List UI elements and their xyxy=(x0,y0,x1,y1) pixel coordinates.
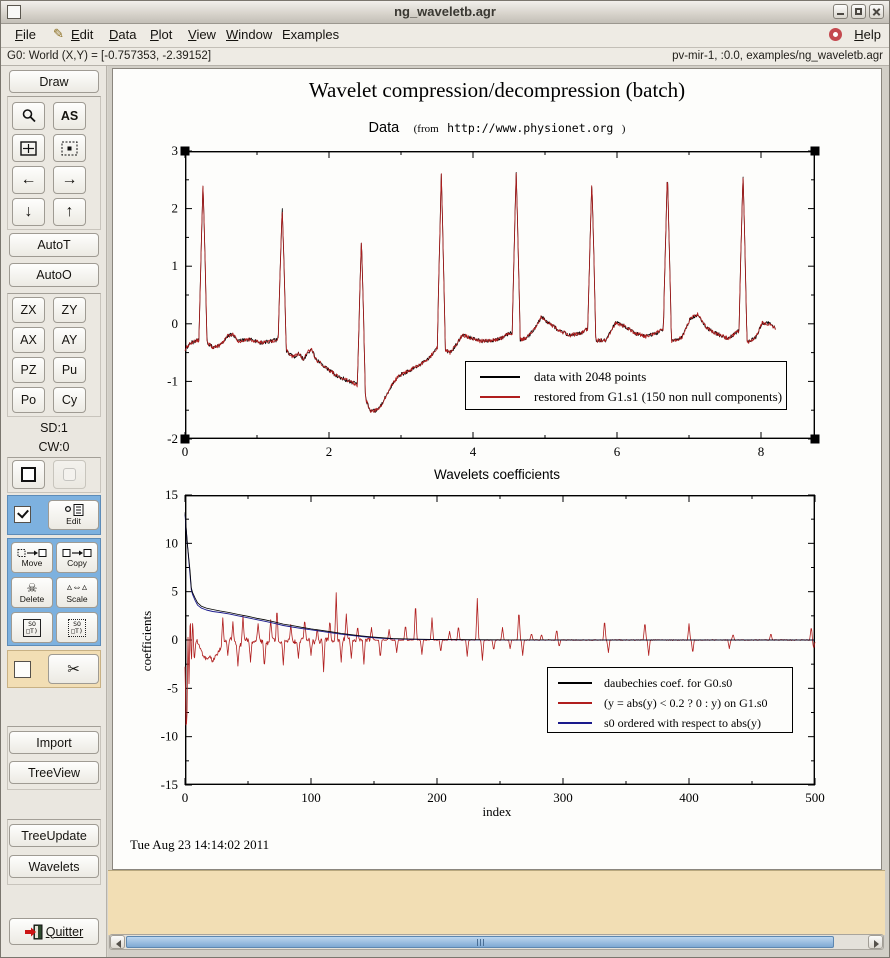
skull-icon: ☠ xyxy=(26,580,38,595)
frame-tool-button-disabled xyxy=(53,460,86,489)
scale-icon: ▵⇔▵ xyxy=(66,581,88,593)
horizontal-scrollbar[interactable] xyxy=(109,934,884,950)
status-file-path: pv-mir-1, :0.0, examples/ng_waveletb.agr xyxy=(672,50,883,62)
wavelets-button[interactable]: Wavelets xyxy=(9,855,99,878)
plot1-subtitle xyxy=(113,119,881,137)
svg-text:500: 500 xyxy=(805,790,825,805)
legend-item: restored from G1.s1 (150 non null components) xyxy=(466,387,786,407)
frame-tool-button[interactable] xyxy=(12,460,45,489)
object-props-solid-button[interactable] xyxy=(11,612,53,643)
menu-examples[interactable]: Examples xyxy=(282,27,340,42)
maximize-button[interactable] xyxy=(851,4,866,19)
svg-text:3: 3 xyxy=(171,143,178,158)
exit-door-icon xyxy=(25,924,43,940)
svg-text:-1: -1 xyxy=(167,373,178,389)
expand-tool-button[interactable] xyxy=(12,134,45,162)
menu-view[interactable]: View xyxy=(188,27,216,42)
series-line-swatch xyxy=(558,682,592,684)
svg-text:-5: -5 xyxy=(167,680,178,696)
svg-text:-10: -10 xyxy=(160,728,178,744)
svg-text:300: 300 xyxy=(553,790,573,805)
shrink-icon xyxy=(61,141,78,156)
svg-text:400: 400 xyxy=(679,790,699,805)
pan-left-button[interactable] xyxy=(12,166,45,194)
series-line-swatch xyxy=(480,396,520,398)
canvas-background-strip xyxy=(108,870,885,935)
svg-text:0: 0 xyxy=(171,315,178,331)
page-title: Wavelet compression/decompression (batch) xyxy=(308,78,686,102)
svg-text:8: 8 xyxy=(757,444,765,459)
svg-text:2: 2 xyxy=(325,444,333,459)
svg-text:15: 15 xyxy=(165,487,178,502)
scissors-icon: ✂ xyxy=(67,661,80,678)
timestamp: Tue Aug 23 14:14:02 2011 xyxy=(130,837,270,852)
svg-text:0: 0 xyxy=(181,790,189,805)
tool-sidebar xyxy=(1,66,107,957)
ax-button[interactable]: AX xyxy=(12,327,45,353)
menu-file[interactable]: File xyxy=(15,27,36,42)
menu-window[interactable]: Window xyxy=(226,27,273,42)
draw-button[interactable]: Draw xyxy=(9,70,99,93)
menu-data[interactable]: Data xyxy=(109,27,137,42)
help-icon xyxy=(829,28,842,41)
move-icon xyxy=(17,548,47,558)
plot1-title-note-close: ) xyxy=(621,123,626,135)
plot1-title-url: http://www.physionet.org xyxy=(447,121,614,135)
status-coordinates: G0: World (X,Y) = [-0.757353, -2.39152] xyxy=(7,50,212,62)
arrow-right-icon: → xyxy=(61,171,78,188)
svg-text:0: 0 xyxy=(181,444,189,459)
edit-button[interactable]: Edit xyxy=(48,500,99,530)
stack-depth-label: SD:1 xyxy=(40,421,68,435)
object-props-dotted-icon: SO □T) xyxy=(68,619,86,637)
plot1-title-note: (from xyxy=(413,123,439,135)
close-button[interactable] xyxy=(869,4,884,19)
status-bar xyxy=(1,48,889,66)
treeview-button[interactable]: TreeView xyxy=(9,761,99,784)
menu-help[interactable]: Help xyxy=(854,27,881,42)
arrow-up-icon: ↑ xyxy=(65,203,74,220)
scroll-right-button[interactable] xyxy=(868,935,883,949)
autot-button[interactable]: AutoT xyxy=(9,233,99,257)
window-title: ng_waveletb.agr xyxy=(394,4,496,19)
legend-item: daubechies coef. for G0.s0 xyxy=(548,673,792,693)
svg-text:2: 2 xyxy=(171,200,178,216)
copy-button[interactable]: Copy xyxy=(56,542,98,573)
series-line-swatch xyxy=(480,376,520,378)
delete-button[interactable]: ☠ Delete xyxy=(11,577,53,608)
magnifier-icon xyxy=(21,108,37,124)
svg-text:200: 200 xyxy=(427,790,447,805)
svg-text:1: 1 xyxy=(171,258,178,274)
plot2-y-axis-label: coefficients xyxy=(139,610,154,672)
svg-text:100: 100 xyxy=(301,790,321,805)
zoom-tool-button[interactable] xyxy=(12,102,45,130)
square-icon xyxy=(21,467,36,482)
arrow-left-icon: ← xyxy=(20,171,37,188)
pz-button[interactable]: PZ xyxy=(12,357,45,383)
move-button[interactable]: Move xyxy=(11,542,53,573)
plot2-title: Wavelets coefficients xyxy=(433,467,561,482)
title-bar xyxy=(1,1,889,24)
scrollbar-thumb[interactable] xyxy=(126,936,834,948)
edit-menu-icon: ✎ xyxy=(53,26,64,41)
copy-icon xyxy=(62,548,92,558)
svg-text:-15: -15 xyxy=(160,777,178,792)
svg-text:6: 6 xyxy=(613,444,621,459)
series-line-swatch xyxy=(558,702,592,704)
object-props-solid-icon: SO □T) xyxy=(23,619,41,637)
zy-button[interactable]: ZY xyxy=(53,297,86,323)
plot-page[interactable] xyxy=(112,68,882,870)
quitter-button[interactable]: Quitter xyxy=(9,918,99,945)
coefficients-plot[interactable] xyxy=(160,487,825,805)
edit-icon xyxy=(64,504,84,516)
po-button[interactable]: Po xyxy=(12,387,45,413)
expand-icon xyxy=(20,141,37,156)
drawing-canvas-area xyxy=(108,66,889,957)
close-icon xyxy=(870,5,883,18)
scroll-left-button[interactable] xyxy=(110,935,125,949)
menu-plot[interactable]: Plot xyxy=(150,27,173,42)
minimize-icon xyxy=(837,13,844,15)
thumb-grip-icon xyxy=(477,939,478,946)
plot1-title: Data xyxy=(368,120,400,136)
curve-weight-label: CW:0 xyxy=(38,440,70,454)
pan-down-button[interactable] xyxy=(12,198,45,226)
scale-button[interactable]: ▵⇔▵ Scale xyxy=(56,577,98,608)
zx-button[interactable]: ZX xyxy=(12,297,45,323)
object-props-dotted-button[interactable] xyxy=(56,612,98,643)
plot2-x-axis-label: index xyxy=(482,804,512,819)
plot1-legend xyxy=(465,361,787,410)
svg-text:4: 4 xyxy=(469,444,477,459)
rounded-square-icon xyxy=(63,468,76,481)
svg-text:0: 0 xyxy=(171,632,178,647)
menu-bar xyxy=(1,24,889,48)
pan-up-button[interactable] xyxy=(53,198,86,226)
pan-right-button[interactable] xyxy=(53,166,86,194)
cy-button[interactable]: Cy xyxy=(53,387,86,413)
text-tool-button[interactable] xyxy=(53,102,86,130)
menu-edit[interactable]: Edit xyxy=(71,27,94,42)
svg-text:-2: -2 xyxy=(167,431,178,446)
maximize-icon xyxy=(855,8,862,15)
arrow-down-icon: ↓ xyxy=(24,203,33,220)
legend-item: (y = abs(y) < 0.2 ? 0 : y) on G1.s0 xyxy=(548,693,792,713)
shrink-tool-button[interactable] xyxy=(53,134,86,162)
pu-button[interactable]: Pu xyxy=(53,357,86,383)
triangle-left-icon xyxy=(116,940,121,948)
minimize-button[interactable] xyxy=(833,4,848,19)
main-content xyxy=(1,66,889,957)
ay-button[interactable]: AY xyxy=(53,327,86,353)
triangle-right-icon xyxy=(874,940,879,948)
cut-tool-button[interactable] xyxy=(48,654,99,684)
edit-mode-checkbox[interactable] xyxy=(14,506,31,523)
svg-text:5: 5 xyxy=(171,583,178,599)
autoo-button[interactable]: AutoO xyxy=(9,263,99,287)
text-tool-icon: AS xyxy=(60,109,79,123)
cut-mode-checkbox[interactable] xyxy=(14,661,31,678)
legend-item: s0 ordered with respect to abs(y) xyxy=(548,713,792,733)
legend-item: data with 2048 points xyxy=(466,367,786,387)
svg-text:10: 10 xyxy=(165,535,178,551)
series-line-swatch xyxy=(558,722,592,724)
plot2-legend xyxy=(547,667,793,733)
import-button[interactable]: Import xyxy=(9,731,99,754)
treeupdate-button[interactable]: TreeUpdate xyxy=(9,824,99,847)
